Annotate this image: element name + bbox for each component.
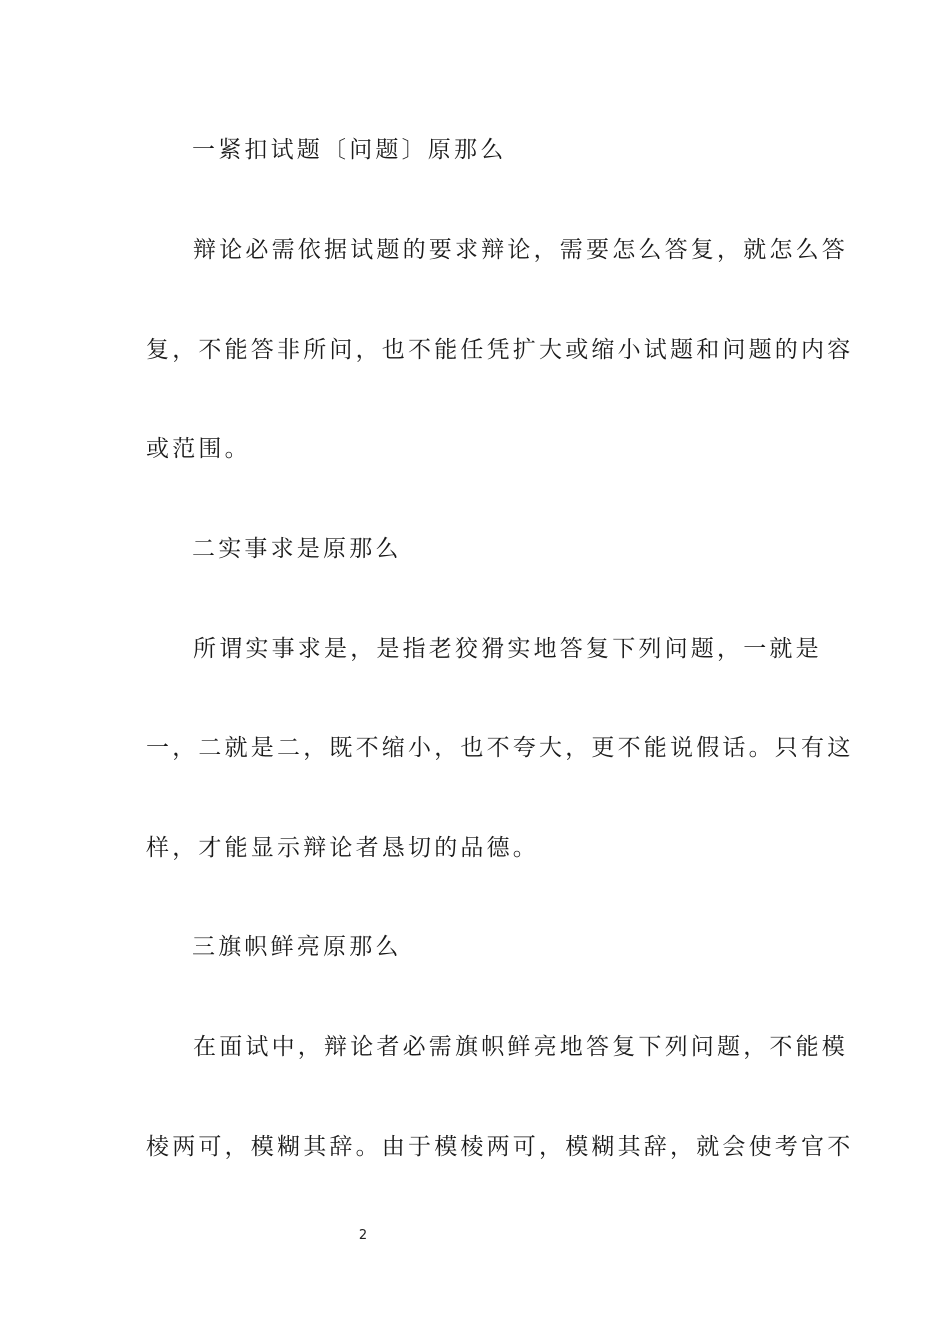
paragraph-line: 或范围。: [146, 436, 251, 462]
page-number: 2: [358, 1228, 368, 1243]
paragraph-line: 所谓实事求是，是指老狡猾实地答复下列问题，一就是: [193, 636, 822, 662]
section-heading-2: 二实事求是原那么: [192, 536, 402, 562]
section-heading-3: 三旗帜鲜亮原那么: [192, 934, 402, 960]
paragraph-line: 复，不能答非所问，也不能任凭扩大或缩小试题和问题的内容: [146, 337, 854, 363]
section-heading-1: 一紧扣试题〔问题〕原那么: [192, 137, 507, 163]
paragraph-line: 辩论必需依据试题的要求辩论，需要怎么答复，就怎么答: [193, 237, 848, 263]
paragraph-line: 样，才能显示辩论者恳切的品德。: [146, 835, 539, 861]
paragraph-line: 棱两可，模糊其辞。由于模棱两可，模糊其辞，就会使考官不: [146, 1134, 854, 1160]
paragraph-line: 一，二就是二，既不缩小，也不夸大，更不能说假话。只有这: [146, 735, 854, 761]
paragraph-line: 在面试中，辩论者必需旗帜鲜亮地答复下列问题，不能模: [193, 1034, 848, 1060]
